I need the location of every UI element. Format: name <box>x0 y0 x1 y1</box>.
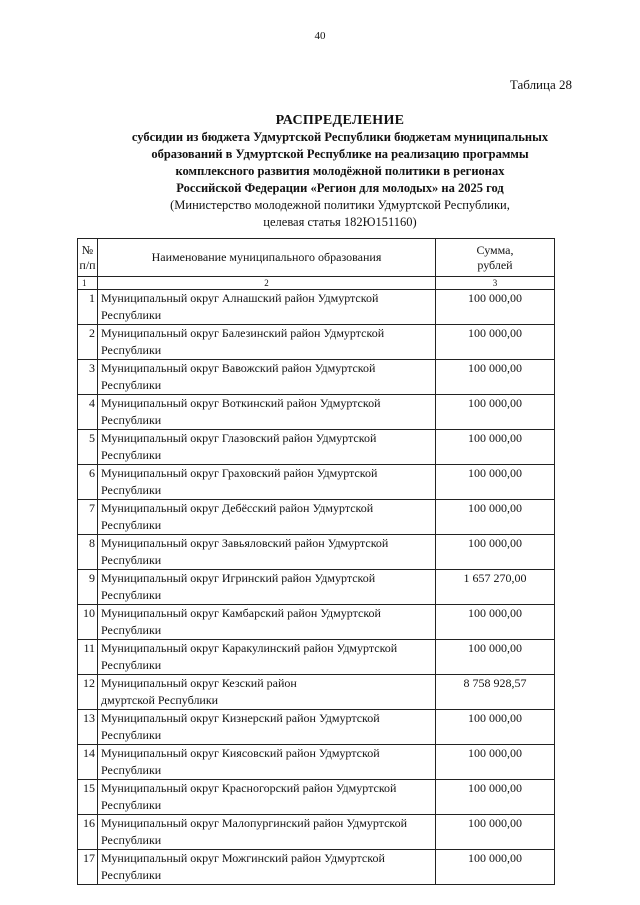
row-number: 9 <box>78 570 98 605</box>
header-sum-line: рублей <box>477 257 513 272</box>
document-title: РАСПРЕДЕЛЕНИЕ <box>275 113 405 128</box>
table-row <box>78 465 555 500</box>
subtitle-line: комплексного развития молодёжной политики в регионах <box>175 164 505 178</box>
municipality-name-line: Муниципальный округ Каракулинский район Удмуртской <box>101 641 398 655</box>
column-index: 3 <box>436 277 555 290</box>
table-row <box>78 640 555 675</box>
subsidy-amount: 100 000,00 <box>436 430 555 465</box>
municipality-name <box>98 360 436 395</box>
municipality-name-line: Республики <box>101 623 162 637</box>
table-row <box>78 430 555 465</box>
municipality-name-line: Муниципальный округ Вавожский район Удмуртской <box>101 361 376 375</box>
municipality-name-line: дмуртской Республики <box>101 693 219 707</box>
municipality-name-line: Муниципальный округ Камбарский район Удмуртской <box>101 606 381 620</box>
row-number: 5 <box>78 430 98 465</box>
subsidy-amount: 100 000,00 <box>436 640 555 675</box>
municipality-name <box>98 710 436 745</box>
municipality-name-line: Республики <box>101 868 162 882</box>
table-row <box>78 745 555 780</box>
subsidy-amount: 100 000,00 <box>436 815 555 850</box>
municipality-name-line: Республики <box>101 833 162 847</box>
municipality-name-line: Муниципальный округ Завьяловский район Удмуртской <box>101 536 389 550</box>
table-row <box>78 500 555 535</box>
municipality-name <box>98 325 436 360</box>
subsidy-amount: 100 000,00 <box>436 605 555 640</box>
municipality-name <box>98 465 436 500</box>
table-row <box>78 780 555 815</box>
municipality-name-line: Республики <box>101 343 162 357</box>
row-number: 17 <box>78 850 98 885</box>
municipality-name-line: Муниципальный округ Воткинский район Удмуртской <box>101 396 381 410</box>
subsidy-amount: 100 000,00 <box>436 500 555 535</box>
table-row <box>78 570 555 605</box>
row-number: 6 <box>78 465 98 500</box>
table-label: Таблица 28 <box>509 77 572 92</box>
municipality-name <box>98 640 436 675</box>
subtitle-line: образований в Удмуртской Республике на реализацию программы <box>151 147 529 161</box>
table-row <box>78 675 555 710</box>
table-row <box>78 535 555 570</box>
municipality-name-line: Республики <box>101 448 162 462</box>
row-number: 7 <box>78 500 98 535</box>
row-number: 4 <box>78 395 98 430</box>
municipality-name-line: Республики <box>101 658 162 672</box>
distribution-table <box>77 238 555 885</box>
subsidy-amount: 100 000,00 <box>436 535 555 570</box>
municipality-name-line: Муниципальный округ Алнашский район Удмуртской <box>101 291 379 305</box>
municipality-name <box>98 850 436 885</box>
municipality-name <box>98 395 436 430</box>
municipality-name-line: Республики <box>101 728 162 742</box>
municipality-name-line: Республики <box>101 798 162 812</box>
municipality-name <box>98 780 436 815</box>
municipality-name-line: Муниципальный округ Дебёсский район Удмуртской <box>101 501 374 515</box>
municipality-name <box>98 500 436 535</box>
municipality-name-line: Муниципальный округ Кизнерский район Удмуртской <box>101 711 380 725</box>
row-number: 1 <box>78 290 98 325</box>
header-number-line: № <box>81 242 94 257</box>
header-number <box>78 239 98 277</box>
column-index: 1 <box>78 277 98 290</box>
subsidy-amount: 100 000,00 <box>436 710 555 745</box>
header-sum-line: Сумма, <box>476 242 514 257</box>
municipality-name-line: Республики <box>101 483 162 497</box>
column-index-row <box>78 277 555 290</box>
table-row <box>78 360 555 395</box>
row-number: 11 <box>78 640 98 675</box>
municipality-name-line: Муниципальный округ Кезский район <box>101 676 297 690</box>
municipality-name-line: Муниципальный округ Киясовский район Удмуртской <box>101 746 380 760</box>
page-number: 40 <box>314 30 326 42</box>
row-number: 13 <box>78 710 98 745</box>
municipality-name-line: Республики <box>101 413 162 427</box>
table-row <box>78 325 555 360</box>
subsidy-amount: 100 000,00 <box>436 360 555 395</box>
municipality-name-line: Республики <box>101 588 162 602</box>
subsidy-amount: 100 000,00 <box>436 465 555 500</box>
row-number: 3 <box>78 360 98 395</box>
municipality-name-line: Республики <box>101 518 162 532</box>
municipality-name-line: Республики <box>101 553 162 567</box>
municipality-name <box>98 430 436 465</box>
ministry-line: целевая статья 182Ю151160) <box>263 215 417 229</box>
municipality-name <box>98 815 436 850</box>
row-number: 2 <box>78 325 98 360</box>
table-row <box>78 850 555 885</box>
subtitle-line: субсидии из бюджета Удмуртской Республики бюджетам муниципальных <box>131 130 549 144</box>
row-number: 12 <box>78 675 98 710</box>
municipality-name-line: Республики <box>101 308 162 322</box>
subsidy-amount: 100 000,00 <box>436 325 555 360</box>
subsidy-amount: 100 000,00 <box>436 395 555 430</box>
row-number: 16 <box>78 815 98 850</box>
municipality-name-line: Муниципальный округ Игринский район Удмуртской <box>101 571 376 585</box>
municipality-name-line: Муниципальный округ Можгинский район Удмуртской <box>101 851 385 865</box>
municipality-name-line: Муниципальный округ Глазовский район Удмуртской <box>101 431 377 445</box>
municipality-name-line: Республики <box>101 763 162 777</box>
municipality-name-line: Муниципальный округ Малопургинский район Удмуртской <box>101 816 408 830</box>
municipality-name-line: Муниципальный округ Красногорский район Удмуртской <box>101 781 397 795</box>
table-row <box>78 290 555 325</box>
document-heading <box>60 112 620 231</box>
table-row <box>78 815 555 850</box>
header-sum <box>436 239 555 277</box>
table-row <box>78 395 555 430</box>
header-number-line: п/п <box>79 257 96 272</box>
municipality-name-line: Республики <box>101 378 162 392</box>
table-row <box>78 605 555 640</box>
municipality-name <box>98 570 436 605</box>
row-number: 8 <box>78 535 98 570</box>
subsidy-amount: 100 000,00 <box>436 780 555 815</box>
subsidy-amount: 100 000,00 <box>436 290 555 325</box>
subsidy-amount: 100 000,00 <box>436 745 555 780</box>
row-number: 15 <box>78 780 98 815</box>
subtitle-line: Российской Федерации «Регион для молодых» на 2025 год <box>176 181 504 195</box>
subsidy-amount: 8 758 928,57 <box>436 675 555 710</box>
ministry-line: (Министерство молодежной политики Удмуртской Республики, <box>170 198 510 212</box>
municipality-name-line: Муниципальный округ Граховский район Удмуртской <box>101 466 378 480</box>
row-number: 14 <box>78 745 98 780</box>
municipality-name <box>98 605 436 640</box>
municipality-name <box>98 675 436 710</box>
municipality-name <box>98 290 436 325</box>
header-name: Наименование муниципального образования <box>98 239 436 277</box>
row-number: 10 <box>78 605 98 640</box>
column-index: 2 <box>98 277 436 290</box>
table-row <box>78 710 555 745</box>
municipality-name <box>98 535 436 570</box>
municipality-name <box>98 745 436 780</box>
subsidy-amount: 100 000,00 <box>436 850 555 885</box>
municipality-name-line: Муниципальный округ Балезинский район Удмуртской <box>101 326 385 340</box>
subsidy-amount: 1 657 270,00 <box>436 570 555 605</box>
table-header-row <box>78 239 555 277</box>
